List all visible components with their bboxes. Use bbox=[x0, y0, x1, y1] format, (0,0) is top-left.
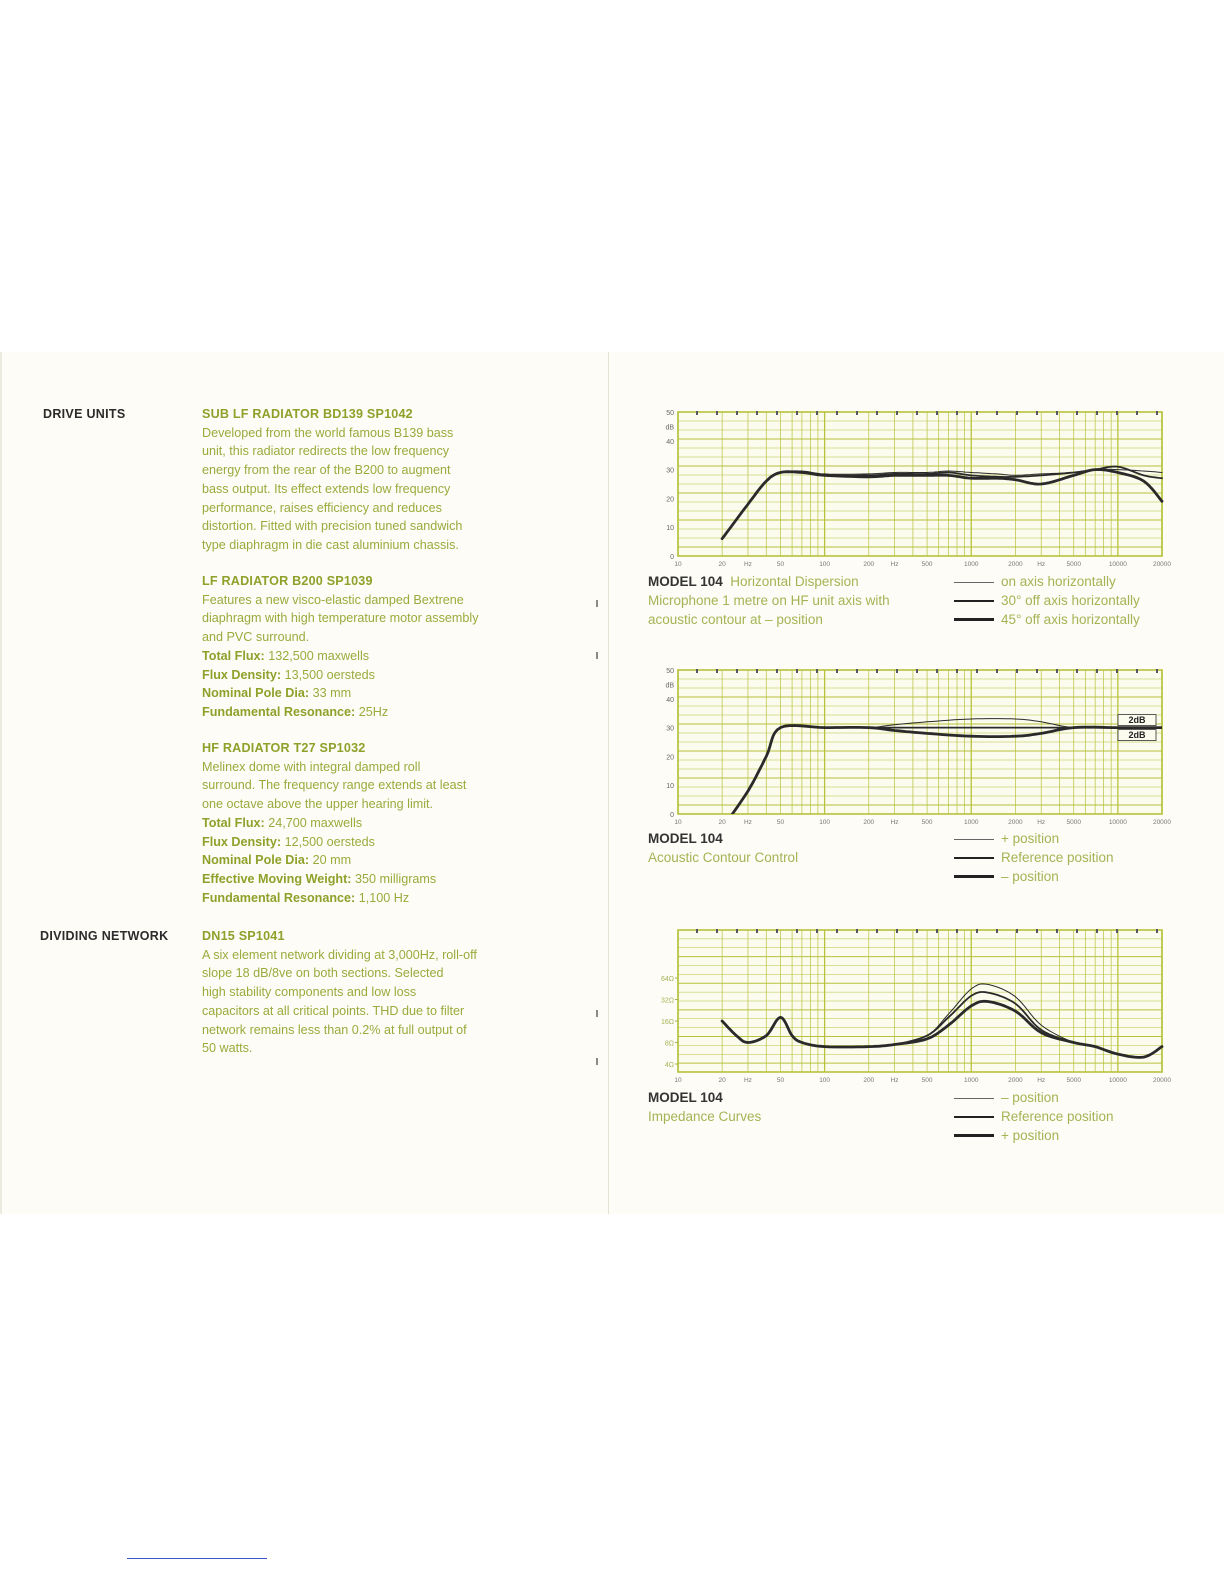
tick-mark bbox=[1096, 411, 1098, 415]
x-tick-label: 200 bbox=[863, 1077, 875, 1084]
tick-mark bbox=[756, 411, 758, 415]
y-tick-label: 20 bbox=[666, 496, 674, 504]
margin-mark bbox=[596, 1010, 598, 1017]
tick-mark bbox=[1136, 929, 1138, 933]
tick-mark bbox=[796, 411, 798, 415]
chart3-legend bbox=[954, 1089, 1114, 1145]
x-tick-label: 10000 bbox=[1108, 1077, 1127, 1084]
y-tick-label: 4Ω bbox=[664, 1062, 674, 1069]
tick-mark bbox=[1076, 669, 1078, 673]
lf-spec: Total Flux: 132,500 maxwells bbox=[202, 648, 370, 663]
sub-lf-block bbox=[202, 405, 562, 555]
x-tick-label: 20000 bbox=[1152, 1077, 1172, 1084]
lf-line: diaphragm with high temperature motor assembly bbox=[202, 611, 479, 626]
x-tick-label: 20000 bbox=[1152, 561, 1172, 568]
tick-mark bbox=[876, 929, 878, 933]
x-tick-label: 10 bbox=[674, 1077, 682, 1084]
tick-mark bbox=[716, 929, 718, 933]
tick-mark bbox=[936, 411, 938, 415]
tick-mark bbox=[1136, 411, 1138, 415]
hf-heading: HF RADIATOR T27 SP1032 bbox=[202, 741, 366, 755]
legend-item: 45° off axis horizontally bbox=[954, 611, 1140, 630]
y-tick-label: 64Ω bbox=[660, 976, 674, 983]
sub-lf-line: unit, this radiator redirects the low frequency bbox=[202, 444, 450, 459]
hf-line: surround. The frequency range extends at least bbox=[202, 778, 467, 793]
hf-spec: Fundamental Resonance: 1,100 Hz bbox=[202, 890, 410, 905]
x-tick-label: 5000 bbox=[1066, 1077, 1081, 1084]
tick-mark bbox=[716, 669, 718, 673]
sub-lf-line: bass output. Its effect extends low frequency bbox=[202, 481, 451, 496]
tick-mark bbox=[816, 929, 818, 933]
tick-mark bbox=[996, 411, 998, 415]
y-tick-label: 10 bbox=[666, 783, 674, 791]
legend-swatch bbox=[954, 582, 994, 583]
network-heading: DN15 SP1041 bbox=[202, 929, 285, 943]
tick-mark bbox=[1156, 411, 1158, 415]
x-tick-label: 2000 bbox=[1008, 561, 1023, 568]
tick-mark bbox=[836, 669, 838, 673]
chart3-model: MODEL 104 bbox=[648, 1090, 723, 1105]
chart1-title: Horizontal Dispersion bbox=[730, 574, 859, 589]
chart2-caption bbox=[648, 830, 798, 868]
margin-mark bbox=[596, 600, 598, 607]
tick-mark bbox=[956, 411, 958, 415]
sub-lf-line: distortion. Fitted with precision tuned sandwich bbox=[202, 519, 463, 534]
network-line: slope 18 dB/8ve on both sections. Selected bbox=[202, 966, 444, 981]
tick-mark bbox=[1036, 411, 1038, 415]
impedance-chart-svg bbox=[636, 922, 1182, 1088]
sub-lf-line: energy from the rear of the B200 to augment bbox=[202, 463, 451, 478]
chart1-desc: acoustic contour at – position bbox=[648, 611, 823, 627]
x-tick-label: Hz bbox=[743, 819, 752, 826]
x-tick-label: 500 bbox=[921, 561, 933, 568]
legend-swatch bbox=[954, 1134, 994, 1137]
hf-spec: Nominal Pole Dia: 20 mm bbox=[202, 853, 352, 868]
x-tick-label: Hz bbox=[1037, 819, 1046, 826]
network-block bbox=[202, 927, 562, 1058]
y-tick-label: 20 bbox=[666, 754, 674, 762]
tick-mark bbox=[1116, 929, 1118, 933]
y-tick-label: 0 bbox=[670, 554, 674, 561]
page-fold bbox=[608, 352, 609, 1214]
lf-line: Features a new visco-elastic damped Bextrene bbox=[202, 592, 464, 607]
x-tick-label: Hz bbox=[743, 561, 752, 568]
tick-mark bbox=[1116, 669, 1118, 673]
chart2-legend bbox=[954, 830, 1114, 886]
network-line: network remains less than 0.2% at full output of bbox=[202, 1022, 467, 1037]
x-tick-label: Hz bbox=[890, 1077, 899, 1084]
margin-mark bbox=[596, 1058, 598, 1065]
tick-mark bbox=[716, 411, 718, 415]
lf-heading: LF RADIATOR B200 SP1039 bbox=[202, 574, 373, 588]
tick-mark bbox=[856, 669, 858, 673]
tick-mark bbox=[976, 669, 978, 673]
x-tick-label: 100 bbox=[819, 561, 831, 568]
tick-mark bbox=[1096, 929, 1098, 933]
tick-mark bbox=[896, 411, 898, 415]
hf-line: Melinex dome with integral damped roll bbox=[202, 759, 421, 774]
chart-contour bbox=[636, 662, 1182, 828]
annotation-label: 2dB bbox=[1128, 715, 1146, 726]
tick-mark bbox=[1076, 929, 1078, 933]
x-tick-label: 20000 bbox=[1152, 819, 1172, 826]
x-tick-label: 20 bbox=[718, 1077, 726, 1084]
tick-mark bbox=[1036, 929, 1038, 933]
contour-chart-svg bbox=[636, 662, 1182, 828]
network-line: capacitors at all critical points. THD due to filter bbox=[202, 1003, 465, 1018]
tick-mark bbox=[916, 411, 918, 415]
tick-mark bbox=[896, 929, 898, 933]
y-tick-label: 50 bbox=[666, 668, 674, 675]
legend-item: Reference position bbox=[954, 1108, 1114, 1127]
tick-mark bbox=[936, 669, 938, 673]
tick-mark bbox=[956, 929, 958, 933]
sub-lf-heading: SUB LF RADIATOR BD139 SP1042 bbox=[202, 407, 413, 421]
drive-units-label: DRIVE UNITS bbox=[43, 407, 126, 421]
tick-mark bbox=[836, 929, 838, 933]
legend-item: 30° off axis horizontally bbox=[954, 592, 1140, 611]
x-tick-label: Hz bbox=[743, 1077, 752, 1084]
legend-swatch bbox=[954, 600, 994, 602]
sub-lf-line: type diaphragm in die cast aluminium chassis. bbox=[202, 537, 459, 552]
x-tick-label: 200 bbox=[863, 561, 875, 568]
chart3-caption bbox=[648, 1089, 761, 1127]
tick-mark bbox=[1056, 669, 1058, 673]
legend-swatch bbox=[954, 839, 994, 840]
x-tick-label: 50 bbox=[776, 561, 785, 568]
legend-swatch bbox=[954, 1098, 994, 1099]
chart2-title: Acoustic Contour Control bbox=[648, 849, 799, 865]
tick-mark bbox=[976, 411, 978, 415]
dividing-network-label: DIVIDING NETWORK bbox=[40, 929, 169, 943]
x-tick-label: 1000 bbox=[964, 1077, 979, 1084]
tick-mark bbox=[1156, 929, 1158, 933]
tick-mark bbox=[1016, 669, 1018, 673]
legend-swatch bbox=[954, 618, 994, 621]
lf-spec: Fundamental Resonance: 25Hz bbox=[202, 704, 389, 719]
x-tick-label: 500 bbox=[921, 819, 933, 826]
footer-link-underline bbox=[127, 1558, 267, 1559]
tick-mark bbox=[796, 669, 798, 673]
legend-swatch bbox=[954, 1116, 994, 1118]
tick-mark bbox=[816, 411, 818, 415]
tick-mark bbox=[756, 669, 758, 673]
tick-mark bbox=[876, 411, 878, 415]
x-tick-label: 50 bbox=[776, 1077, 785, 1084]
x-tick-label: 10000 bbox=[1108, 561, 1127, 568]
legend-item: Reference position bbox=[954, 849, 1114, 868]
tick-mark bbox=[836, 411, 838, 415]
x-tick-label: 10 bbox=[674, 561, 682, 568]
hf-spec: Flux Density: 12,500 oersteds bbox=[202, 834, 375, 849]
chart3-title: Impedance Curves bbox=[648, 1108, 762, 1124]
network-line: A six element network dividing at 3,000Hz, roll-off bbox=[202, 947, 477, 962]
legend-swatch bbox=[954, 875, 994, 878]
x-tick-label: 200 bbox=[863, 819, 875, 826]
chart1-model: MODEL 104 bbox=[648, 574, 723, 589]
chart-impedance bbox=[636, 922, 1182, 1088]
tick-mark bbox=[756, 929, 758, 933]
x-tick-label: 2000 bbox=[1008, 1077, 1023, 1084]
legend-item: + position bbox=[954, 830, 1114, 849]
tick-mark bbox=[736, 929, 738, 933]
chart1-legend bbox=[954, 573, 1140, 629]
x-tick-label: 10000 bbox=[1108, 819, 1127, 826]
x-tick-label: 2000 bbox=[1008, 819, 1023, 826]
y-tick-label: 30 bbox=[666, 725, 674, 733]
chart2-model: MODEL 104 bbox=[648, 831, 723, 846]
x-tick-label: 20 bbox=[718, 819, 726, 826]
y-tick-label: 8Ω bbox=[664, 1040, 674, 1048]
tick-mark bbox=[976, 929, 978, 933]
hf-line: one octave above the upper hearing limit. bbox=[202, 797, 434, 812]
tick-mark bbox=[856, 929, 858, 933]
y-tick-label: 32Ω bbox=[660, 997, 674, 1005]
tick-mark bbox=[1016, 929, 1018, 933]
y-tick-label: dB bbox=[665, 682, 674, 690]
y-tick-label: 16Ω bbox=[660, 1019, 674, 1026]
sub-lf-line: performance, raises efficiency and reduces bbox=[202, 500, 442, 515]
tick-mark bbox=[916, 669, 918, 673]
lf-spec: Nominal Pole Dia: 33 mm bbox=[202, 686, 352, 701]
x-tick-label: 5000 bbox=[1066, 819, 1081, 826]
chart1-desc: Microphone 1 metre on HF unit axis with bbox=[648, 592, 890, 608]
y-tick-label: 0 bbox=[670, 812, 674, 819]
legend-item: – position bbox=[954, 1089, 1114, 1108]
y-tick-label: 30 bbox=[666, 467, 674, 475]
tick-mark bbox=[916, 929, 918, 933]
tick-mark bbox=[1056, 411, 1058, 415]
tick-mark bbox=[1156, 669, 1158, 673]
tick-mark bbox=[1096, 669, 1098, 673]
legend-item: on axis horizontally bbox=[954, 573, 1140, 592]
margin-mark bbox=[596, 652, 598, 659]
tick-mark bbox=[736, 669, 738, 673]
tick-mark bbox=[876, 669, 878, 673]
network-line: 50 watts. bbox=[202, 1041, 253, 1056]
y-tick-label: 40 bbox=[666, 696, 674, 704]
x-tick-label: Hz bbox=[890, 561, 899, 568]
x-tick-label: 1000 bbox=[964, 819, 979, 826]
legend-item: – position bbox=[954, 868, 1114, 887]
lf-line: and PVC surround. bbox=[202, 630, 310, 645]
chart-dispersion bbox=[636, 404, 1182, 576]
tick-mark bbox=[776, 669, 778, 673]
x-tick-label: Hz bbox=[890, 819, 899, 826]
tick-mark bbox=[696, 669, 698, 673]
x-tick-label: 10 bbox=[674, 819, 682, 826]
x-tick-label: 50 bbox=[776, 819, 785, 826]
x-tick-label: 100 bbox=[819, 1077, 831, 1084]
tick-mark bbox=[696, 411, 698, 415]
x-tick-label: 20 bbox=[718, 561, 726, 568]
left-page-edge bbox=[0, 352, 2, 1214]
annotation-label: 2dB bbox=[1128, 730, 1146, 741]
tick-mark bbox=[996, 929, 998, 933]
tick-mark bbox=[1136, 669, 1138, 673]
hf-spec: Total Flux: 24,700 maxwells bbox=[202, 815, 363, 830]
x-tick-label: 5000 bbox=[1066, 561, 1081, 568]
hf-block bbox=[202, 739, 562, 907]
sub-lf-line: Developed from the world famous B139 bass bbox=[202, 425, 454, 440]
x-tick-label: Hz bbox=[1037, 561, 1046, 568]
tick-mark bbox=[936, 929, 938, 933]
hf-spec: Effective Moving Weight: 350 milligrams bbox=[202, 871, 437, 886]
tick-mark bbox=[796, 929, 798, 933]
lf-spec: Flux Density: 13,500 oersteds bbox=[202, 667, 375, 682]
tick-mark bbox=[1116, 411, 1118, 415]
tick-mark bbox=[1016, 411, 1018, 415]
tick-mark bbox=[816, 669, 818, 673]
x-tick-label: 100 bbox=[819, 819, 831, 826]
tick-mark bbox=[956, 669, 958, 673]
tick-mark bbox=[776, 411, 778, 415]
x-tick-label: 1000 bbox=[964, 561, 979, 568]
tick-mark bbox=[856, 411, 858, 415]
tick-mark bbox=[776, 929, 778, 933]
lf-block bbox=[202, 572, 562, 722]
tick-mark bbox=[996, 669, 998, 673]
tick-mark bbox=[696, 929, 698, 933]
x-tick-label: Hz bbox=[1037, 1077, 1046, 1084]
legend-swatch bbox=[954, 857, 994, 859]
tick-mark bbox=[1036, 669, 1038, 673]
x-tick-label: 500 bbox=[921, 1077, 933, 1084]
tick-mark bbox=[1076, 411, 1078, 415]
legend-item: + position bbox=[954, 1127, 1114, 1146]
network-line: high stability components and low loss bbox=[202, 985, 417, 1000]
y-tick-label: 50 bbox=[666, 410, 674, 417]
y-tick-label: 40 bbox=[666, 438, 674, 446]
tick-mark bbox=[736, 411, 738, 415]
tick-mark bbox=[896, 669, 898, 673]
tick-mark bbox=[1056, 929, 1058, 933]
y-tick-label: 10 bbox=[666, 525, 674, 533]
dispersion-chart-svg bbox=[636, 404, 1182, 576]
y-tick-label: dB bbox=[665, 424, 674, 432]
chart1-caption bbox=[648, 573, 890, 629]
